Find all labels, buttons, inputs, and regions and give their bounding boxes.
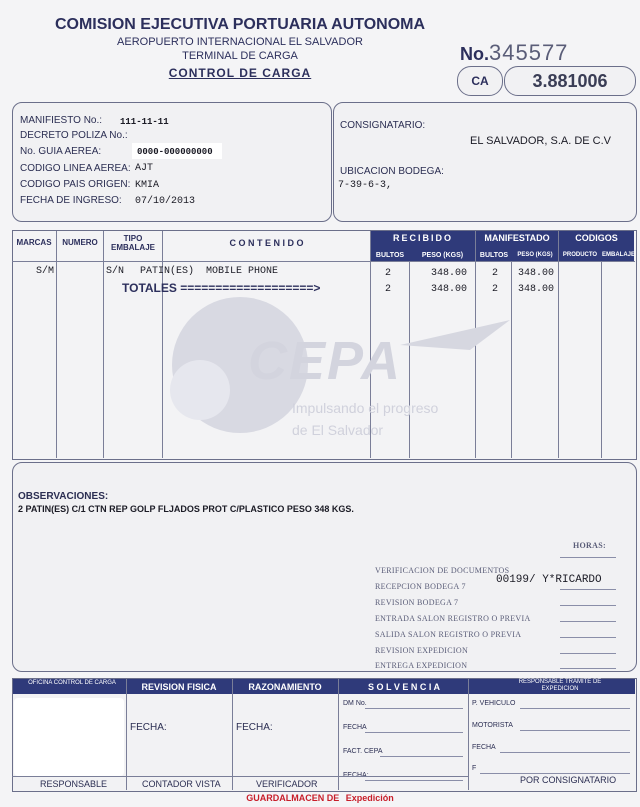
observaciones-label: OBSERVACIONES: [18,491,109,502]
verif-item: SALIDA SALON REGISTRO O PREVIA [375,630,522,639]
footer-guardalmacen [0,793,640,803]
organization-name: COMISION EJECUTIVA PORTUARIA AUTONOMA [54,16,426,33]
responsable-fecha-label: FECHA [472,744,496,751]
totales-man-bultos: 2 [492,284,499,295]
row-rec-bultos: 2 [385,268,392,279]
embalaje-small-header: EMBALAJE [602,252,636,258]
foot-contador-vista: CONTADOR VISTA [142,779,221,789]
manifiesto-label: MANIFIESTO No.: [20,115,103,126]
responsable-fecha-line [500,752,630,753]
revision-header: REVISION FISICA [141,682,217,692]
motorista-line [520,730,630,731]
vehiculo-label: P. VEHICULO [472,700,516,707]
row-man-bultos: 2 [492,268,499,279]
number-prefix: No. [460,44,489,64]
verif-item: REVISION EXPEDICION [375,646,469,655]
tipo-header: TIPO [123,234,143,243]
recibido-header: RECIBIDO [392,233,453,243]
document-title: CONTROL DE CARGA [168,66,312,80]
col-divider [103,231,104,458]
ca-value: 3.881006 [532,71,608,91]
revision-fecha-label: FECHA: [130,722,167,733]
fecha-ingreso-label: FECHA DE INGRESO: [20,195,122,206]
bodega-value: 7-39-6-3, [338,180,393,191]
linea-value: AJT [135,163,154,174]
row-contenido: MOBILE PHONE [206,266,279,277]
table-header-divider [12,261,635,262]
redacted-signature [14,698,124,776]
solvencia-fecha-label: FECHA [343,724,367,731]
foot-verificador: VERIFICADOR [256,779,318,789]
verif-item: VERIFICACION DE DOCUMENTOS [375,566,510,575]
motorista-label: MOTORISTA [472,722,513,729]
consignatario-value: EL SALVADOR, S.A. DE C.V [470,135,612,147]
verification-stamp: 00199/ Y*RICARDO [496,574,602,586]
responsable-tramite-header: RESPONSABLE TRAMITE DE EXPEDICION [518,679,602,692]
number-value: 345577 [489,40,569,65]
watermark-slogan-1: Impulsando el progreso [292,400,439,416]
dm-line [365,708,463,709]
decreto-label: DECRETO POLIZA No.: [20,130,128,141]
row-rec-peso: 348.00 [431,268,468,279]
col-divider [601,261,602,458]
document-number [460,40,568,66]
guardalmacen-label: GUARDALMACEN DE [246,793,340,803]
bultos-header-1: BULTOS [375,252,405,259]
horas-label: HORAS: [573,541,606,550]
guia-label: No. GUIA AEREA: [20,146,102,157]
guia-value: 0000-000000000 [137,147,213,157]
f-line [480,773,630,774]
row-tipo: PATIN(ES) [140,266,195,277]
linea-label: CODIGO LINEA AEREA: [20,163,131,174]
pais-value: KMIA [135,180,160,191]
fact-cepa-line [380,756,463,757]
verif-item: ENTRADA SALON REGISTRO O PREVIA [375,614,531,623]
solvencia-header: S O L V E N C I A [367,682,440,692]
tipo-embalaje-header: EMBALAJE [110,243,155,252]
solvencia-fecha-line [365,732,463,733]
ca-label-box [457,66,503,96]
bodega-label: UBICACION BODEGA: [340,166,444,177]
codigos-header: CODIGOS [575,233,618,243]
signature-line [560,589,616,590]
totales-rec-bultos: 2 [385,284,392,295]
row-numero: S/N [106,266,125,277]
signature-line [560,637,616,638]
foot-por-consignatario: POR CONSIGNATARIO [520,775,617,785]
producto-header: PRODUCTO [562,252,598,258]
foot-responsable: RESPONSABLE [40,779,108,789]
bottom-col-divider [468,679,469,790]
verif-item: RECEPCION BODEGA 7 [375,582,466,591]
bultos-header-2: BULTOS [479,252,509,259]
numero-header: NUMERO [62,238,98,247]
oficina-header: OFICINA CONTROL DE CARGA [28,680,116,686]
cepa-logo-text: CEPA [248,331,403,391]
row-man-peso: 348.00 [518,268,555,279]
peso-header-2: PESO (KGS) [517,252,553,258]
verif-item: ENTREGA EXPEDICION [375,661,468,670]
signature-line [560,557,616,558]
bottom-col-divider [338,679,339,790]
fact-cepa-label: FACT. CEPA [343,748,383,755]
manifestado-header: MANIFESTADO [484,233,550,243]
manifestado-band [476,231,558,245]
expedicion-label: Expedición [345,793,394,803]
ca-label: CA [471,74,489,88]
totales-rec-peso: 348.00 [431,284,468,295]
solvencia-fecha2-line [365,780,463,781]
signature-line [560,621,616,622]
col-divider [56,231,57,458]
fecha-ingreso-value: 07/10/2013 [135,196,196,207]
dm-label: DM No. [343,700,367,707]
razonamiento-header: RAZONAMIENTO [248,682,322,692]
recibido-band [371,231,475,245]
totales-label: TOTALES ===================> [122,281,321,295]
bottom-col-divider [232,679,233,790]
row-marcas: S/M [36,266,55,277]
bottom-col-divider [126,679,127,790]
codigos-band [559,231,634,245]
watermark-slogan-2: de El Salvador [292,422,384,438]
verif-item: REVISION BODEGA 7 [375,598,459,607]
totales-man-peso: 348.00 [518,284,555,295]
bottom-footer-divider [12,776,468,777]
consignatario-label: CONSIGNATARIO: [340,120,426,131]
peso-header-1: PESO (KGS) [421,252,464,259]
signature-line [560,605,616,606]
contenido-header: C O N T E N I D O [229,238,304,248]
pais-label: CODIGO PAIS ORIGEN: [20,179,131,190]
col-divider [558,231,559,458]
f-label: F [472,765,477,772]
observaciones-text: 2 PATIN(ES) C/1 CTN REP GOLP FLJADOS PROT C/PLASTICO PESO 348 KGS. [18,504,354,514]
razonamiento-fecha-label: FECHA: [236,722,273,733]
marcas-header: MARCAS [16,238,52,247]
vehiculo-line [520,708,630,709]
ca-value-box [504,66,636,96]
signature-line [560,653,616,654]
terminal-name: TERMINAL DE CARGA [182,50,298,62]
signature-line [560,668,616,669]
airport-name: AEROPUERTO INTERNACIONAL EL SALVADOR [117,36,363,48]
manifiesto-value: 111-11-11 [120,117,169,127]
